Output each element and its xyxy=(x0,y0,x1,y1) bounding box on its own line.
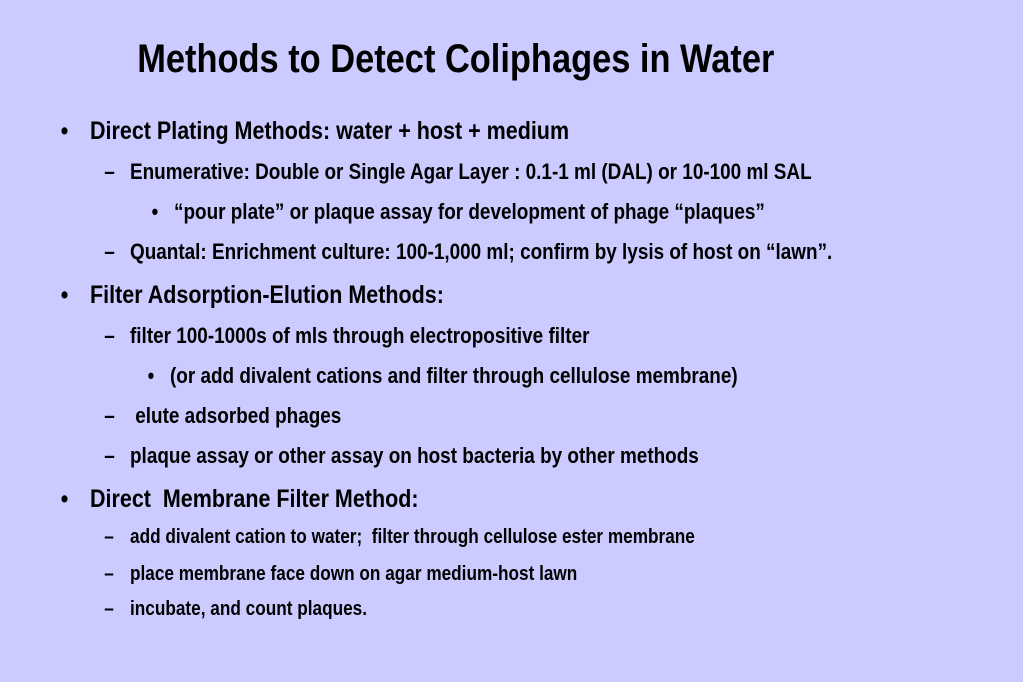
item-text: Direct Membrane Filter Method: xyxy=(90,485,419,513)
item-text: add divalent cation to water; filter through cellulose ester membrane xyxy=(130,526,695,548)
dash-marker: – xyxy=(104,239,115,264)
item-text: Filter Adsorption-Elution Methods: xyxy=(90,281,444,309)
bullet-marker: • xyxy=(147,363,155,388)
item-text: incubate, and count plaques. xyxy=(130,598,368,620)
subitem-plaque-assay xyxy=(104,443,699,469)
bullet-marker: • xyxy=(151,199,159,224)
subsubitem-divalent-cations xyxy=(147,363,738,389)
bullet-marker: • xyxy=(60,281,69,309)
item-text: place membrane face down on agar medium-host lawn xyxy=(130,563,578,585)
item-text: (or add divalent cations and filter through cellulose membrane) xyxy=(170,363,738,388)
subitem-quantal xyxy=(104,239,833,265)
subitem-enumerative xyxy=(104,159,812,185)
item-text: elute adsorbed phages xyxy=(130,403,342,428)
dash-marker: – xyxy=(104,563,114,585)
item-text: filter 100-1000s of mls through electropositive filter xyxy=(130,323,590,348)
subitem-place-membrane xyxy=(104,562,578,586)
dash-marker: – xyxy=(104,159,115,184)
bullet-marker: • xyxy=(60,117,69,145)
bullet-direct-plating xyxy=(60,116,570,146)
bullet-direct-membrane xyxy=(60,484,419,514)
item-text: Direct Plating Methods: water + host + medium xyxy=(90,117,570,145)
subsubitem-pour-plate xyxy=(151,199,765,225)
dash-marker: – xyxy=(104,323,115,348)
bullet-marker: • xyxy=(60,485,69,513)
subitem-elute xyxy=(104,403,342,429)
bullet-filter-adsorption xyxy=(60,280,444,310)
slide-title: Methods to Detect Coliphages in Water xyxy=(137,37,775,81)
dash-marker: – xyxy=(104,403,115,428)
item-text: plaque assay or other assay on host bacteria by other methods xyxy=(130,443,699,468)
item-text: Enumerative: Double or Single Agar Layer : 0.1-1 ml (DAL) or 10-100 ml SAL xyxy=(130,159,812,184)
dash-marker: – xyxy=(104,443,115,468)
item-text: Quantal: Enrichment culture: 100-1,000 ml; confirm by lysis of host on “lawn”. xyxy=(130,239,833,264)
subitem-add-divalent xyxy=(104,525,695,549)
subitem-incubate xyxy=(104,597,368,621)
dash-marker: – xyxy=(104,526,114,548)
dash-marker: – xyxy=(104,598,114,620)
item-text: “pour plate” or plaque assay for development of phage “plaques” xyxy=(174,199,765,224)
subitem-filter-mls xyxy=(104,323,590,349)
